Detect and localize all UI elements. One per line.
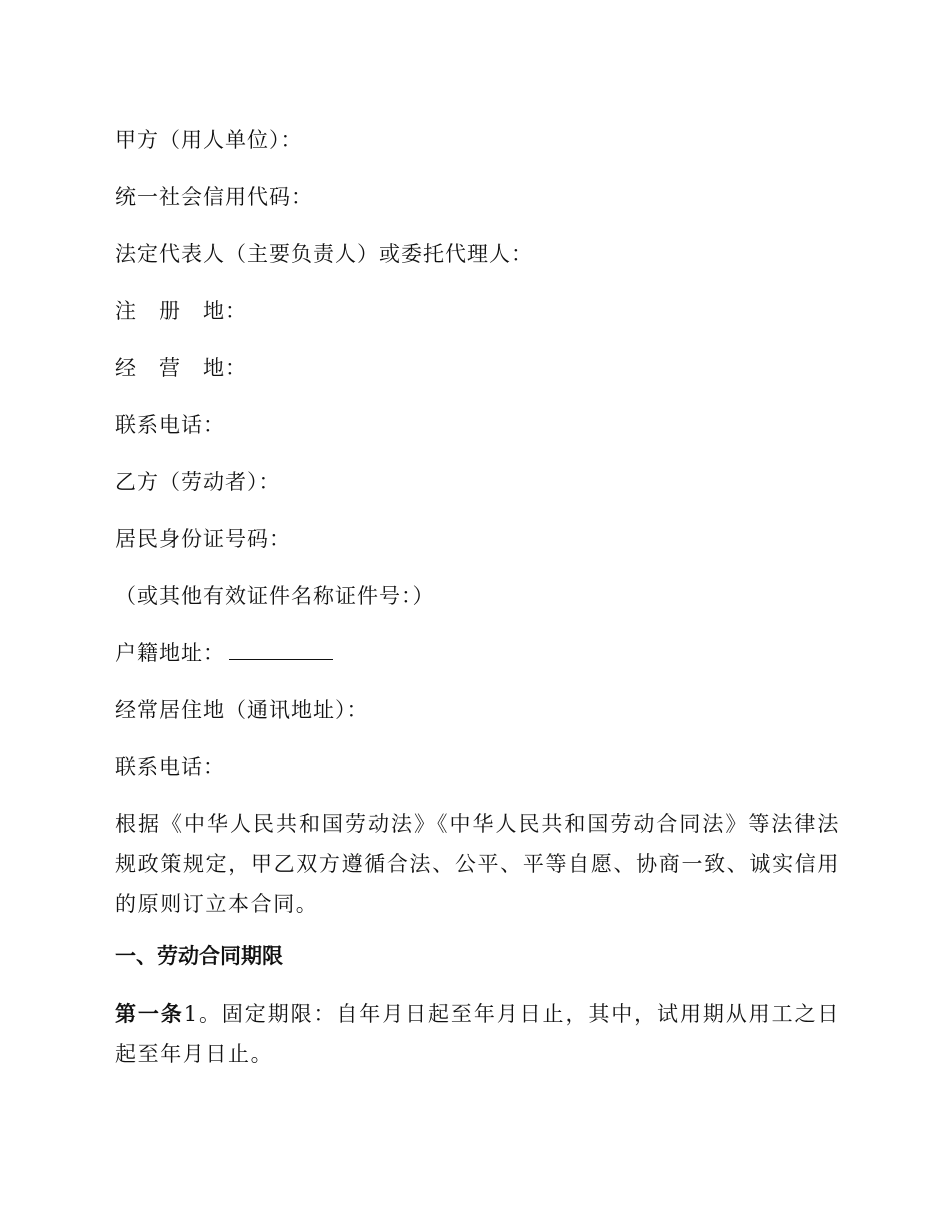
household-address-row xyxy=(115,638,333,668)
article-1-text: 1。固定期限：自年月日起至年月日止，其中，试用期从用工之日起至年月日止。 xyxy=(115,1002,840,1066)
phone-a-label: 联系电话： xyxy=(115,413,225,437)
article-1-label: 第一条 xyxy=(115,1002,184,1026)
section-heading: 一、劳动合同期限 xyxy=(115,944,283,968)
residence-label: 经常居住地（通讯地址）： xyxy=(115,698,369,722)
party-a-label: 甲方（用人单位）： xyxy=(115,128,303,152)
business-address-label: 经 营 地： xyxy=(115,356,247,380)
household-address-blank xyxy=(229,639,333,660)
household-address-label: 户籍地址： xyxy=(115,641,225,665)
party-b-label: 乙方（劳动者）： xyxy=(115,470,281,494)
registered-address-label: 注 册 地： xyxy=(115,299,247,323)
id-number-label: 居民身份证号码： xyxy=(115,527,291,551)
article-1 xyxy=(115,994,840,1074)
legal-rep-label: 法定代表人（主要负责人）或委托代理人： xyxy=(115,242,533,266)
other-id-label: （或其他有效证件名称证件号：） xyxy=(115,584,435,608)
phone-b-label: 联系电话： xyxy=(115,755,225,779)
preamble-paragraph: 根据《中华人民共和国劳动法》《中华人民共和国劳动合同法》等法律法规政策规定，甲乙双方遵循合法、公平、平等自愿、协商一致、诚实信用的原则订立本合同。 xyxy=(115,812,840,916)
credit-code-label: 统一社会信用代码： xyxy=(115,185,313,209)
